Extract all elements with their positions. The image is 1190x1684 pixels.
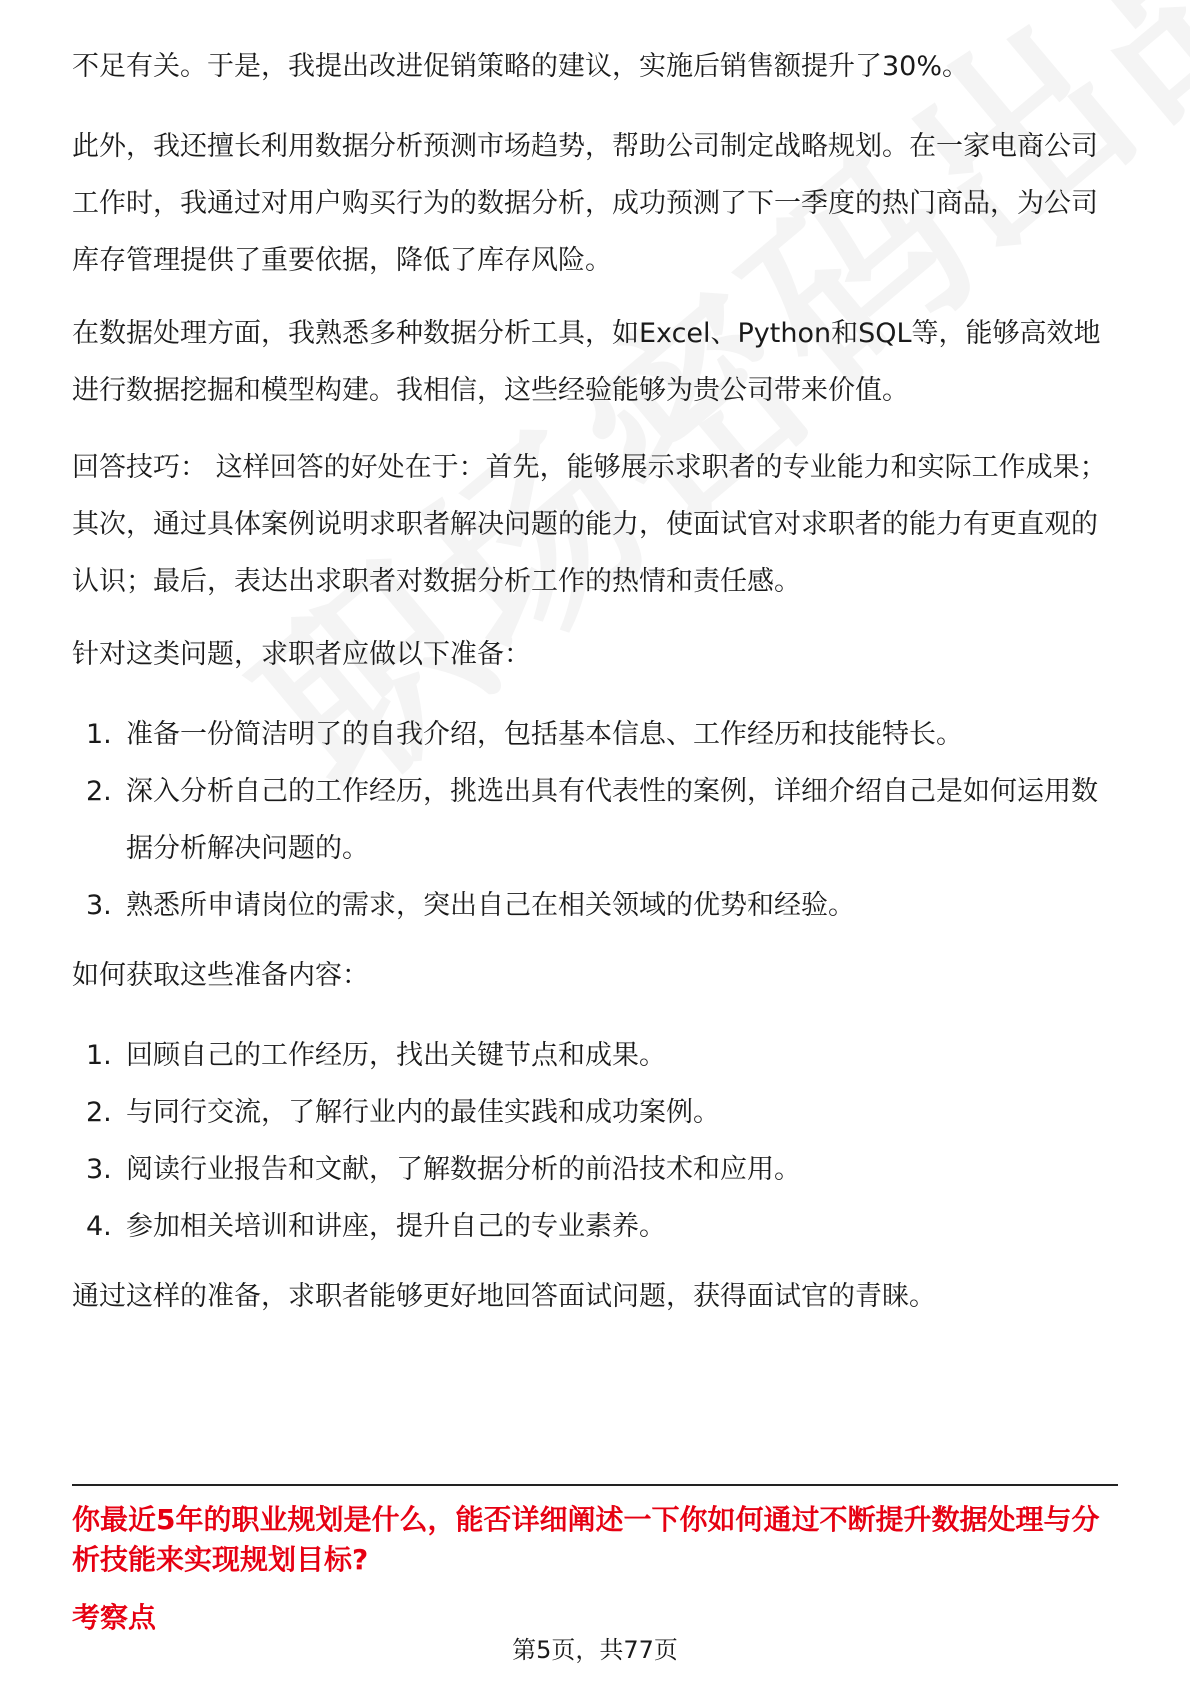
list-number: 1. <box>86 719 112 750</box>
list-number: 1. <box>86 1040 112 1071</box>
list-item <box>72 1141 1122 1198</box>
paragraph-1: 不足有关。于是，我提出改进促销策略的建议，实施后销售额提升了30%。 <box>72 51 970 82</box>
list-number: 4. <box>86 1211 112 1242</box>
list-number: 2. <box>86 1097 112 1128</box>
list-number: 3. <box>86 1154 112 1185</box>
list-item-text: 回顾自己的工作经历，找出关键节点和成果。 <box>126 1040 666 1071</box>
list-item <box>72 1084 1122 1141</box>
list-item <box>72 877 1122 934</box>
paragraph-acquire-intro: 如何获取这些准备内容： <box>72 960 369 991</box>
paragraph-prep-intro: 针对这类问题，求职者应做以下准备： <box>72 639 531 670</box>
list-number: 3. <box>86 890 112 921</box>
list-item-text: 准备一份简洁明了的自我介绍，包括基本信息、工作经历和技能特长。 <box>126 719 963 750</box>
list-number: 2. <box>86 776 112 807</box>
paragraph-3: 在数据处理方面，我熟悉多种数据分析工具，如Excel、Python和SQL等，能够高效地进行数据挖掘和模型构建。我相信，这些经验能够为贵公司带来价值。 <box>72 318 1101 406</box>
section-divider <box>72 1484 1118 1486</box>
interview-question: 你最近5年的职业规划是什么，能否详细阐述一下你如何通过不断提升数据处理与分析技能来实现规划目标? <box>72 1503 1100 1576</box>
prep-list <box>72 706 1122 934</box>
paragraph-2: 此外，我还擅长利用数据分析预测市场趋势，帮助公司制定战略规划。在一家电商公司工作时，我通过对用户购买行为的数据分析，成功预测了下一季度的热门商品，为公司库存管理提供了重要依据，降低了库存风险。 <box>72 131 1098 276</box>
list-item-text: 熟悉所申请岗位的需求，突出自己在相关领域的优势和经验。 <box>126 890 855 921</box>
list-item <box>72 763 1122 877</box>
page-number-footer: 第5页，共77页 <box>512 1636 678 1664</box>
list-item-text: 参加相关培训和讲座，提升自己的专业素养。 <box>126 1211 666 1242</box>
list-item <box>72 1198 1122 1255</box>
list-item <box>72 1027 1122 1084</box>
paragraph-conclusion: 通过这样的准备，求职者能够更好地回答面试问题，获得面试官的青睐。 <box>72 1281 936 1312</box>
list-item-text: 与同行交流，了解行业内的最佳实践和成功案例。 <box>126 1097 720 1128</box>
paragraph-answer-tips: 回答技巧： 这样回答的好处在于：首先，能够展示求职者的专业能力和实际工作成果；其次，通过具体案例说明求职者解决问题的能力，使面试官对求职者的能力有更直观的认识；最后，表达出求职者对数据分析工作的热情和责任感。 <box>72 452 1107 597</box>
acquire-list <box>72 1027 1122 1255</box>
list-item-text: 深入分析自己的工作经历，挑选出具有代表性的案例，详细介绍自己是如何运用数据分析解决问题的。 <box>126 776 1098 864</box>
list-item <box>72 706 1122 763</box>
list-item-text: 阅读行业报告和文献，了解数据分析的前沿技术和应用。 <box>126 1154 801 1185</box>
sub-heading: 考察点 <box>72 1601 157 1634</box>
